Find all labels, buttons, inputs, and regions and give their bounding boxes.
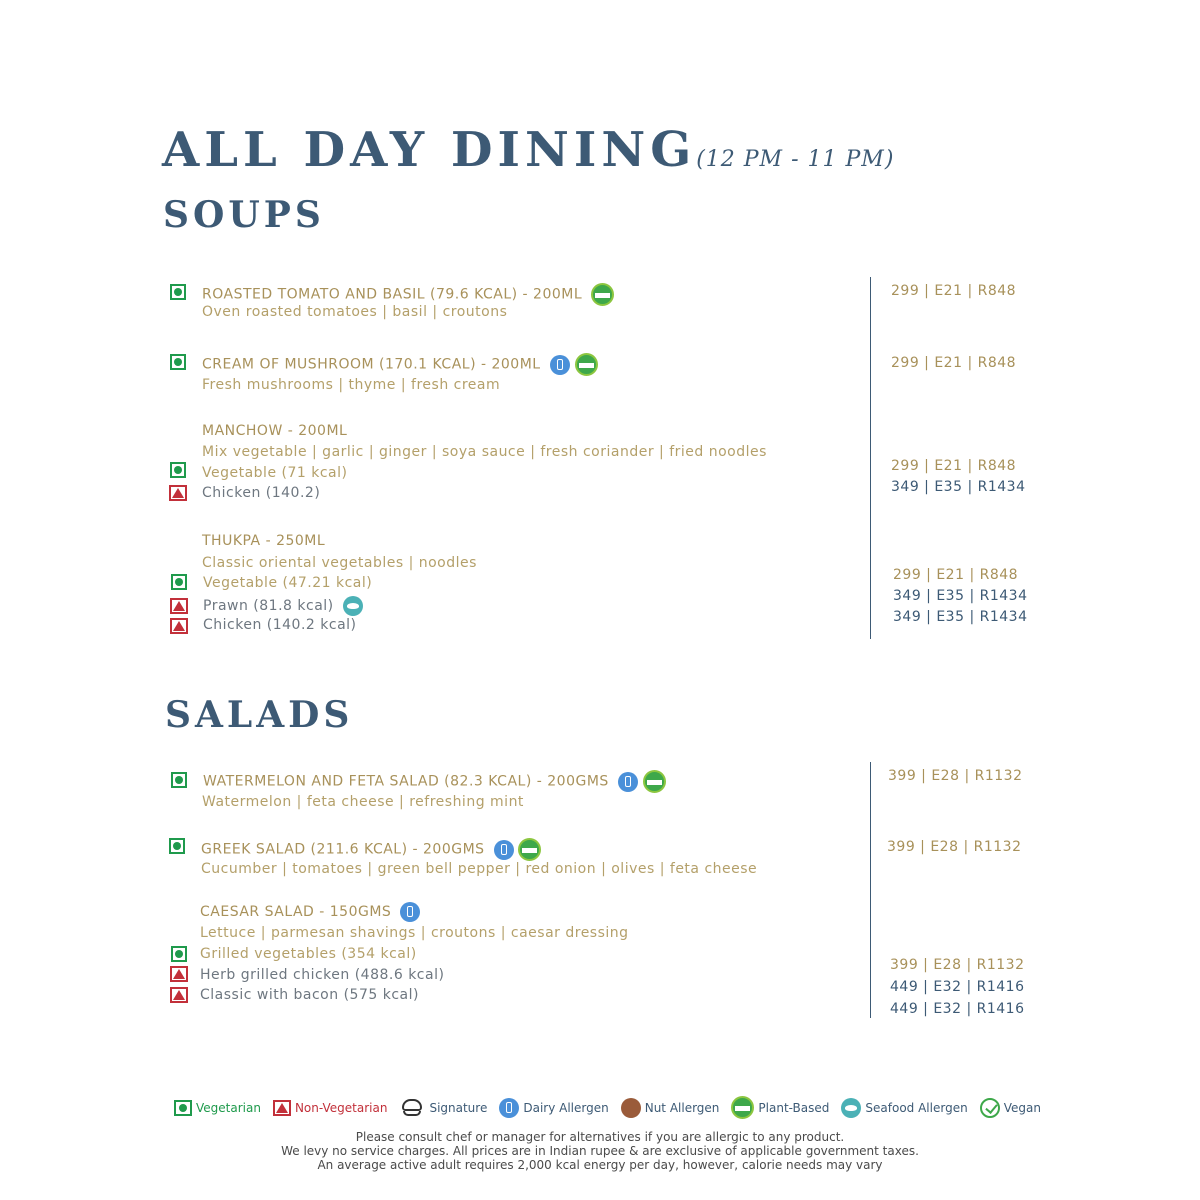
non-veg-icon [273, 1100, 291, 1116]
menu-item-desc: Fresh mushrooms | thyme | fresh cream [202, 377, 501, 393]
footer-line: We levy no service charges. All prices are in Indian rupee & are exclusive of applicable government taxes. [281, 1144, 919, 1158]
variant-price: 449 | E32 | R1416 [890, 1001, 1025, 1017]
menu-item-title: MANCHOW - 200ML [202, 423, 348, 439]
menu-item-desc: Oven roasted tomatoes | basil | croutons [202, 304, 508, 320]
milk-bottle-icon [550, 355, 570, 375]
plant-based-icon [643, 770, 666, 793]
veg-icon [170, 354, 186, 370]
menu-item-title: WATERMELON AND FETA SALAD (82.3 KCAL) - 200GMS [203, 770, 666, 793]
variant-label: Classic with bacon (575 kcal) [200, 987, 419, 1003]
price-divider [870, 277, 871, 639]
menu-item-price: 299 | E21 | R848 [891, 283, 1017, 299]
salads-heading: SALADS [165, 694, 354, 736]
non-veg-icon [170, 987, 188, 1003]
plant-based-icon [518, 838, 541, 861]
milk-bottle-icon [499, 1098, 519, 1118]
variant-label: Prawn (81.8 kcal) [203, 596, 363, 616]
menu-item-title: CREAM OF MUSHROOM (170.1 KCAL) - 200ML [202, 353, 598, 376]
variant-price: 349 | E35 | R1434 [891, 479, 1026, 495]
variant-label: Grilled vegetables (354 kcal) [200, 946, 417, 962]
veg-icon [171, 574, 187, 590]
menu-item-price: 399 | E28 | R1132 [887, 839, 1022, 855]
variant-price: 349 | E35 | R1434 [893, 609, 1028, 625]
veg-icon [169, 838, 185, 854]
menu-item-price: 299 | E21 | R848 [891, 355, 1017, 371]
legend-vegetarian: Vegetarian [174, 1100, 261, 1116]
variant-label: Chicken (140.2 kcal) [203, 617, 357, 633]
fish-icon [841, 1098, 861, 1118]
non-veg-icon [170, 966, 188, 982]
variant-label: Vegetable (71 kcal) [202, 465, 348, 481]
price-divider [870, 762, 871, 1018]
veg-icon [170, 462, 186, 478]
legend [174, 1096, 1047, 1119]
veg-icon [174, 1100, 192, 1116]
variant-price: 449 | E32 | R1416 [890, 979, 1025, 995]
menu-item-price: 399 | E28 | R1132 [888, 768, 1023, 784]
non-veg-icon [170, 598, 188, 614]
milk-bottle-icon [618, 772, 638, 792]
fish-icon [343, 596, 363, 616]
chef-hat-icon [399, 1099, 425, 1117]
non-veg-icon [169, 485, 187, 501]
plant-based-icon [731, 1096, 754, 1119]
footer-line: Please consult chef or manager for alternatives if you are allergic to any product. [355, 1130, 845, 1144]
menu-item-desc: Lettuce | parmesan shavings | croutons | caesar dressing [200, 925, 629, 941]
legend-plant: Plant-Based [731, 1096, 829, 1119]
veg-icon [170, 284, 186, 300]
menu-item-desc: Cucumber | tomatoes | green bell pepper | red onion | olives | feta cheese [201, 861, 758, 877]
menu-item-desc: Mix vegetable | garlic | ginger | soya sauce | fresh coriander | fried noodles [202, 444, 767, 460]
menu-item-title: THUKPA - 250ML [202, 533, 326, 549]
variant-label: Chicken (140.2) [202, 485, 321, 501]
menu-item-desc: Classic oriental vegetables | noodles [202, 555, 477, 571]
page-title [162, 122, 894, 178]
variant-price: 399 | E28 | R1132 [890, 957, 1025, 973]
soups-heading: SOUPS [163, 194, 325, 236]
vegan-leaf-icon [980, 1098, 1000, 1118]
title-hours: (12 PM - 11 PM) [696, 147, 895, 172]
legend-nut: Nut Allergen [621, 1098, 720, 1118]
legend-dairy: Dairy Allergen [499, 1098, 608, 1118]
legend-seafood: Seafood Allergen [841, 1098, 967, 1118]
veg-icon [171, 946, 187, 962]
variant-label: Vegetable (47.21 kcal) [203, 575, 373, 591]
milk-bottle-icon [400, 902, 420, 922]
legend-vegan: Vegan [980, 1098, 1041, 1118]
non-veg-icon [170, 618, 188, 634]
menu-item-title: GREEK SALAD (211.6 KCAL) - 200GMS [201, 838, 541, 861]
nut-icon [621, 1098, 641, 1118]
plant-based-icon [591, 283, 614, 306]
variant-price: 349 | E35 | R1434 [893, 588, 1028, 604]
variant-price: 299 | E21 | R848 [893, 567, 1019, 583]
menu-item-title: CAESAR SALAD - 150GMS [200, 902, 420, 922]
plant-based-icon [575, 353, 598, 376]
footer-line: An average active adult requires 2,000 kcal energy per day, however, calorie needs may vary [317, 1158, 883, 1172]
title-text: ALL DAY DINING [162, 122, 697, 178]
menu-item-desc: Watermelon | feta cheese | refreshing mint [202, 794, 524, 810]
veg-icon [171, 772, 187, 788]
milk-bottle-icon [494, 840, 514, 860]
variant-price: 299 | E21 | R848 [891, 458, 1017, 474]
variant-label: Herb grilled chicken (488.6 kcal) [200, 967, 445, 983]
menu-item-title: ROASTED TOMATO AND BASIL (79.6 KCAL) - 200ML [202, 283, 614, 306]
footer-note [0, 1130, 1200, 1172]
legend-non-vegetarian: Non-Vegetarian [273, 1100, 388, 1116]
legend-signature: Signature [399, 1099, 487, 1117]
